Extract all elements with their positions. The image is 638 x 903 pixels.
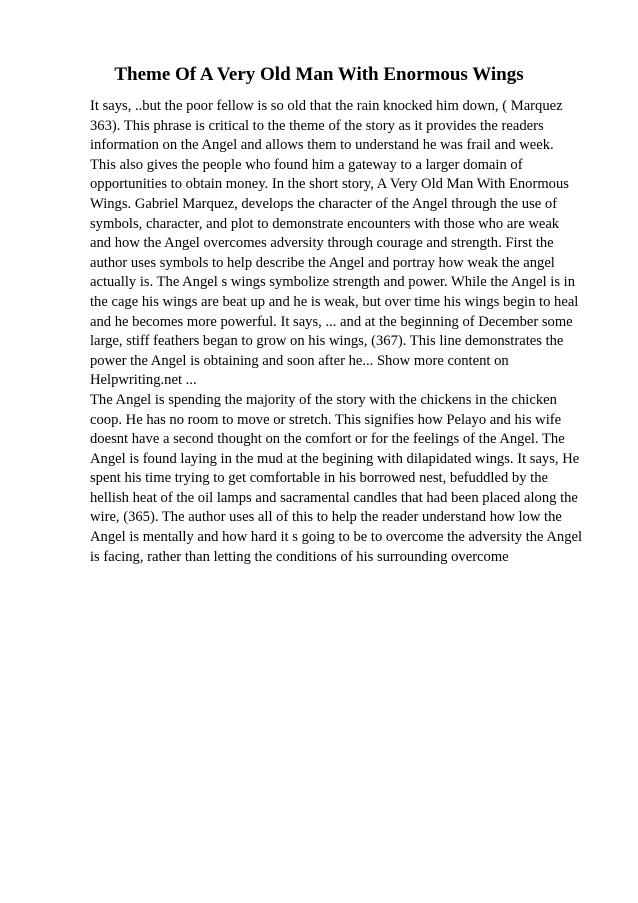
text-line: spent his time trying to get comfortable in his borrowed nest, befuddled by the bbox=[90, 470, 548, 487]
text-line: 363). This phrase is critical to the theme of the story as it provides the readers bbox=[90, 117, 544, 134]
text-line: information on the Angel and allows them to understand he was frail and week. bbox=[90, 137, 554, 154]
text-line: Angel is mentally and how hard it s going to be to overcome the adversity the Angel bbox=[90, 529, 583, 546]
text-line: large, stiff feathers began to grow on his wings, (367). This line demonstrates the bbox=[90, 333, 564, 350]
text-line: It says, ..but the poor fellow is so old that the rain knocked him down, ( Marquez bbox=[90, 98, 563, 114]
text-line: The Angel is spending the majority of the story with the chickens in the chicken bbox=[90, 391, 557, 408]
text-line: wire, (365). The author uses all of this to help the reader understand how low the bbox=[90, 509, 562, 526]
text-line: Helpwriting.net ... bbox=[90, 372, 197, 389]
document-title: Theme Of A Very Old Man With Enormous Wings bbox=[114, 64, 524, 85]
text-line: actually is. The Angel s wings symbolize strength and power. While the Angel is in bbox=[90, 274, 576, 291]
text-line: and how the Angel overcomes adversity through courage and strength. First the bbox=[90, 235, 554, 252]
text-line: coop. He has no room to move or stretch. This signifies how Pelayo and his wife bbox=[90, 411, 562, 428]
text-line: symbols, character, and plot to demonstrate encounters with those who are weak bbox=[90, 215, 560, 232]
text-line: power the Angel is obtaining and soon after he... Show more content on bbox=[90, 352, 509, 369]
text-line: opportunities to obtain money. In the short story, A Very Old Man With Enormous bbox=[90, 176, 569, 193]
text-line: Wings. Gabriel Marquez, develops the character of the Angel through the use of bbox=[90, 195, 558, 212]
text-line: the cage his wings are beat up and he is weak, but over time his wings begin to heal bbox=[90, 293, 579, 310]
text-line: This also gives the people who found him a gateway to a larger domain of bbox=[90, 156, 523, 173]
text-line: author uses symbols to help describe the Angel and portray how weak the angel bbox=[90, 254, 555, 271]
text-line: doesnt have a second thought on the comfort or for the feelings of the Angel. The bbox=[90, 431, 565, 448]
text-line: is facing, rather than letting the conditions of his surrounding overcome bbox=[90, 548, 509, 565]
text-line: and he becomes more powerful. It says, ... and at the beginning of December some bbox=[90, 313, 573, 330]
text-line: hellish heat of the oil lamps and sacramental candles that had been placed along the bbox=[90, 489, 578, 506]
document-body bbox=[90, 97, 590, 567]
text-line: Angel is found laying in the mud at the begining with dilapidated wings. It says, He bbox=[90, 450, 580, 467]
